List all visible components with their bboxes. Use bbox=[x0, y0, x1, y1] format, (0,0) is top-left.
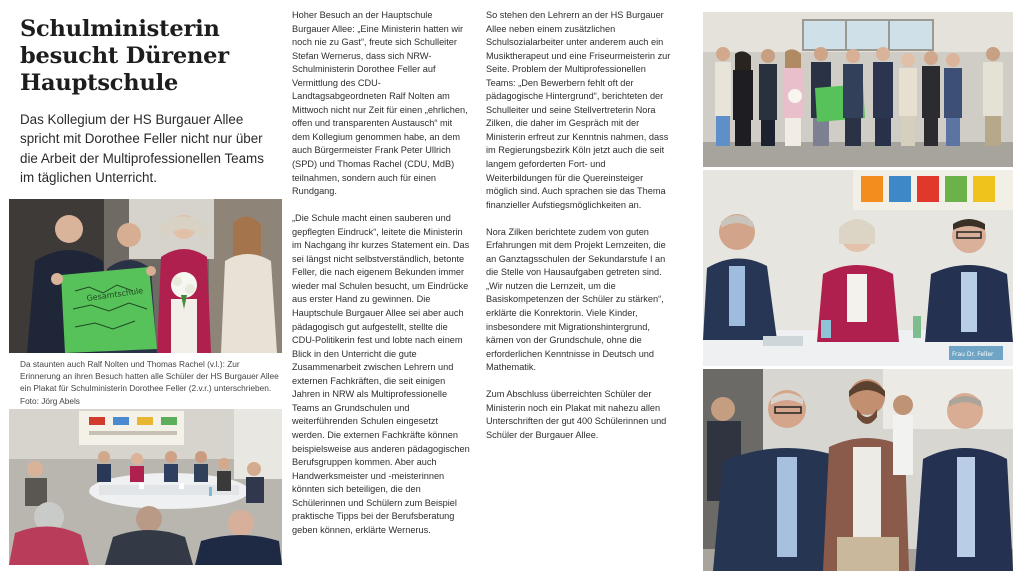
poster-scribble-text: Gesamtschule bbox=[86, 286, 144, 303]
photo-poster-presentation-image bbox=[9, 199, 282, 353]
photo-table-discussion bbox=[703, 170, 1013, 366]
place-card-text: Frau Dr. Feller bbox=[952, 351, 994, 358]
article-column-1 bbox=[292, 9, 472, 551]
article-paragraph: Zum Abschluss überreichten Schüler der Ministerin noch ein Plakat mit nahezu allen Unterschriften der gut 400 Schülerinnen und Schüler der Burgauer Allee. bbox=[486, 389, 667, 440]
photo-table-discussion-image bbox=[703, 170, 1013, 366]
article-paragraph: So stehen den Lehrern an der HS Burgauer Allee neben einem zusätzlichen Schulsozialarbeiter unter anderem auch ein Musiktherapeut und eine Friseurmeisterin zur Seite. Problem der Multiprofessionellen Teams: „Den Bewerbern fehlt oft der pädagogische Hintergrund“, berichteten der Schulleiter und seine Stellvertreterin Nora Zilken, die daher im Gespräch mit der Ministerin erfreut zur Kenntnis nahmen, dass im Regierungsbezirk Köln jetzt auch die seit langem geforderten Fort- und Weiterbildungen für die Quereinsteiger möglich sind. Auch sprachen sie das Thema finanzieller Aufstiegsmöglichkeiten an. bbox=[486, 10, 671, 210]
article-paragraph: „Die Schule macht einen sauberen und gepflegten Eindruck“, leitete die Ministerin im Nachgang ihr kurzes Statement ein. Das sei längst nicht selbstverständlich, betonte Feller, die nach eigenem Bekunden immer wieder mal Schulen besucht, um Eindrücke aus erster Hand zu gewinnen. Die Hauptschule Burgauer Allee sei aber auch pädagogisch gut aufgestellt, stellte die CDU-Politikerin fest und lobte nach einem Blick in den Unterricht die gute Zusammenarbeit zwischen Lehrern und externen Fachkräften, die seit einigen Jahren in NRW als Multiprofessionelle Teams an Grundschulen und weiterführenden Schulen eingesetzt werden. Die externen Fachkräfte können beispielsweise aus anderen pädagogischen Berufsgruppen kommen. Aber auch Handwerksmeister und -meisterinnen könnten sich beteiligen, die den Schülerinnen und Schülern zum Beispiel praktische Tipps bei der Berufsberatung geben können, erklärte Wernerus. bbox=[292, 213, 470, 535]
photo-poster-presentation bbox=[9, 199, 282, 353]
photo-meeting-room-image bbox=[9, 409, 282, 565]
photo-group-image bbox=[703, 12, 1013, 167]
article-headline: Schulministerin besucht Dürener Hauptschule bbox=[20, 16, 229, 96]
article-lead: Das Kollegium der HS Burgauer Allee spricht mit Dorothee Feller nicht nur über die Arbeit der Multiprofessionellen Teams im täglichen Unterricht. bbox=[20, 112, 264, 186]
article-column-2 bbox=[486, 9, 674, 456]
article-paragraph: Nora Zilken berichtete zudem von guten Erfahrungen mit dem Projekt Lernzeiten, die an Ganztagsschulen der Sekundarstufe I an die Stelle von Hausaufgaben getreten sind. „Wir nutzen die Lernzeit, um die Basiskompetenzen der Schüler zu stärken“, erklärte die Konrektorin. Viele Kinder, insbesondere mit Migrationshintergrund, kämen von der Grundschule, ohne die erforderlichen Kenntnisse in Deutsch und Mathematik. bbox=[486, 226, 666, 373]
photo-standing-conversation-image bbox=[703, 369, 1013, 571]
article-paragraph: Hoher Besuch an der Hauptschule Burgauer Allee: „Eine Ministerin hatten wir noch nie zu Gast“, freute sich Schulleiter Stefan Wernerus, dass sich NRW-Schulministerin Dorothee Feller auf Vermittlung des CDU-Landtagsabgeordneten Ralf Nolten am Mittwoch nicht nur Zeit für einen „ehrlichen, offen und transparenten Austausch“ mit dem Kollegium genommen habe, an dem auch Bürgermeister Frank Peter Ullrich (SPD) und Thomas Rachel (CDU, MdB) teilnahmen, sondern auch für einen Rundgang. bbox=[292, 10, 468, 197]
photo-group bbox=[703, 12, 1013, 167]
photo-meeting-room bbox=[9, 409, 282, 565]
photo-caption: Da staunten auch Ralf Nolten und Thomas Rachel (v.l.): Zur Erinnerung an ihren Besuch hatten alle Schüler der HS Burgauer Allee ein Plakat für Schulministerin Dorothee Feller (2.v.r.) unterschrieben. Foto: Jörg Abels bbox=[20, 359, 279, 406]
photo-standing-conversation bbox=[703, 369, 1013, 571]
